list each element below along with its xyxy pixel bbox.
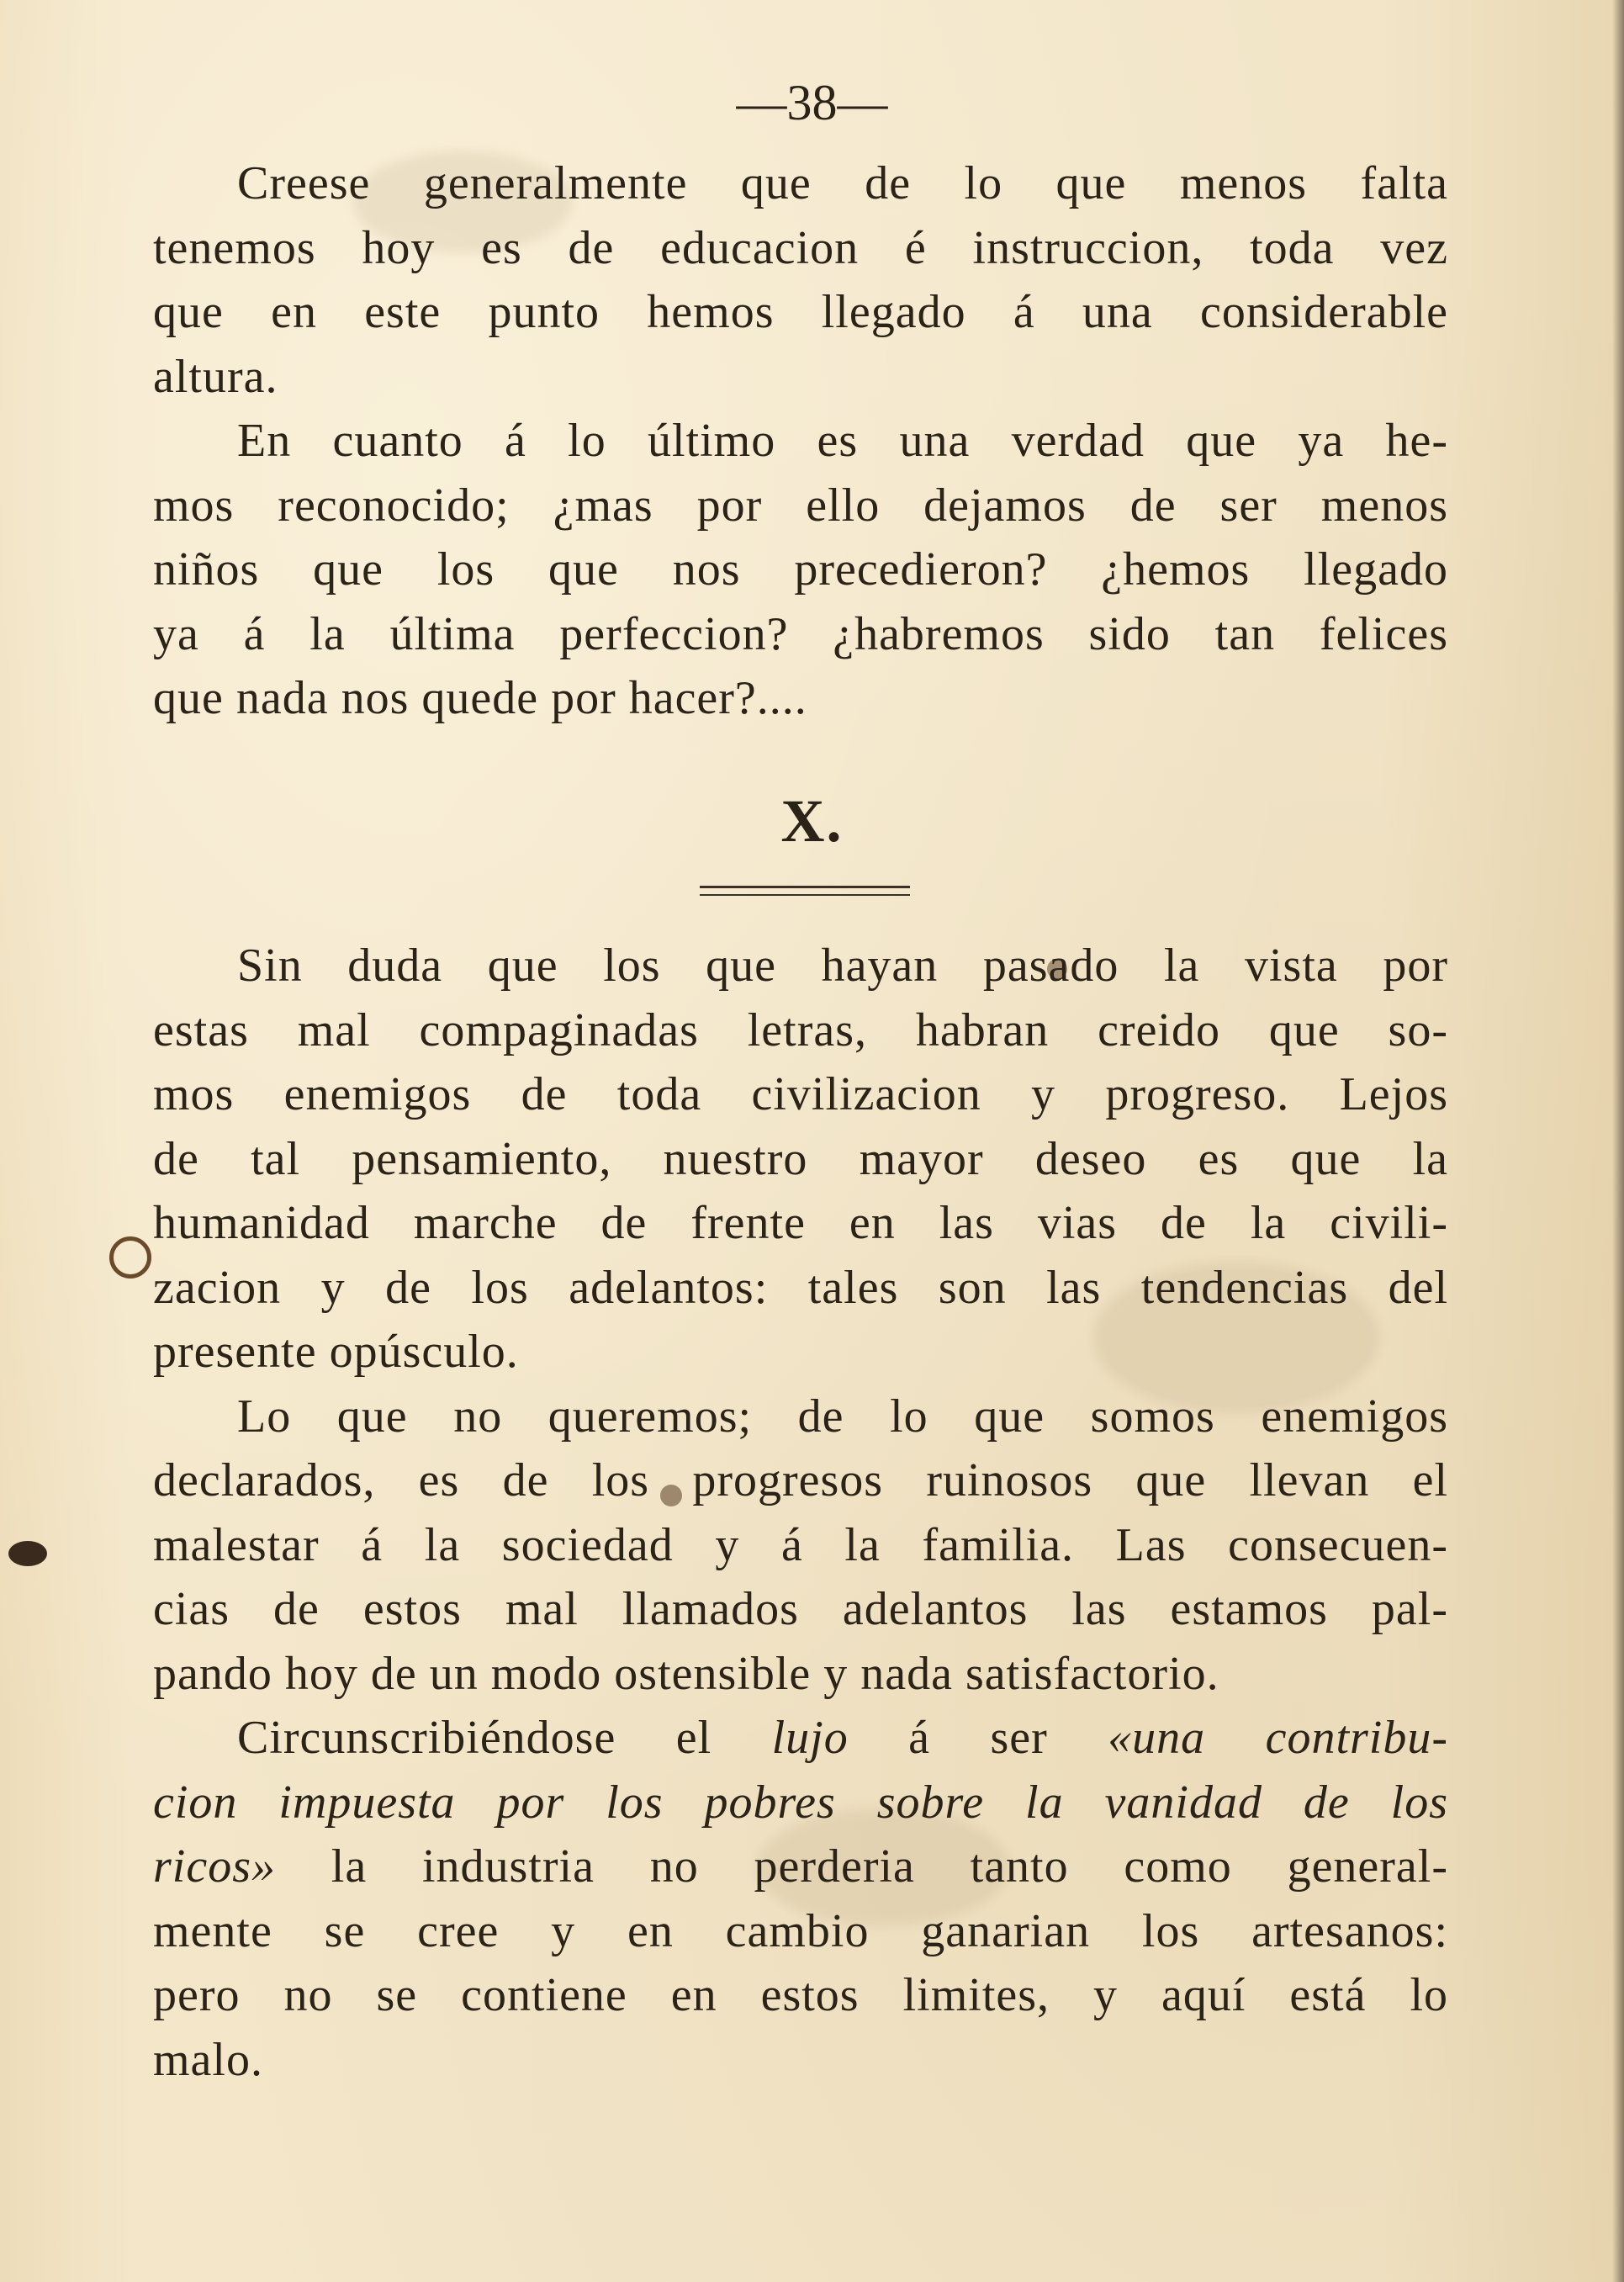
text-line: estas mal compaginadas letras, habran creido que so- (153, 1003, 1448, 1056)
text-line: cias de estos mal llamados adelantos las estamos pal- (153, 1583, 1448, 1635)
text-line (153, 1706, 1448, 1771)
text-line: malestar á la sociedad y á la familia. Las consecuen- (153, 1518, 1448, 1571)
italic-text-run: «una contribu- (1108, 1712, 1449, 1764)
text-line: niños que los que nos precedieron? ¿hemos llegado (153, 543, 1448, 596)
italic-text-run: ricos» (153, 1840, 276, 1893)
text-line: que en este punto hemos llegado á una considerable (153, 286, 1448, 338)
text-line: pando hoy de un modo ostensible y nada satisfactorio. (153, 1647, 1219, 1700)
text-line: mente se cree y en cambio ganarian los artesanos: (153, 1904, 1448, 1957)
ink-blot (8, 1541, 47, 1566)
italic-text-run: cion impuesta por los pobres sobre la vanidad de los (153, 1776, 1448, 1829)
italic-text-run: lujo (771, 1712, 849, 1764)
text-run: Circunscribiéndose el (237, 1712, 772, 1764)
text-line: En cuanto á lo último es una verdad que ya he- (237, 415, 1448, 467)
text-line: de tal pensamiento, nuestro mayor deseo es que la (153, 1132, 1448, 1185)
text-block-top (153, 151, 1448, 731)
page-edge-shadow (1612, 0, 1624, 2282)
text-line: mos reconocido; ¿mas por ello dejamos de ser menos (153, 479, 1448, 532)
text-line: Sin duda que los que hayan pasado la vista por (237, 940, 1448, 992)
section-heading: X. (780, 787, 844, 855)
text-line (153, 1771, 1448, 1835)
text-line: presente opúsculo. (153, 1326, 519, 1378)
text-line: ya á la última perfeccion? ¿habremos sido tan felices (153, 607, 1448, 660)
text-line: pero no se contiene en estos limites, y aquí está lo (153, 1969, 1448, 2021)
text-line: altura. (153, 350, 278, 403)
text-block-bottom (153, 934, 1448, 2092)
text-line: Creese generalmente que de lo que menos falta (237, 157, 1448, 209)
text-line: zacion y de los adelantos: tales son las tendencias del (153, 1261, 1448, 1314)
section-rule (700, 894, 910, 896)
ink-ring-blot (109, 1236, 151, 1279)
text-line: Lo que no queremos; de lo que somos enemigos (237, 1390, 1448, 1443)
text-line: declarados, es de los progresos ruinosos que llevan el (153, 1454, 1448, 1506)
text-line: que nada nos quede por hacer?.... (153, 672, 807, 724)
text-line (153, 1835, 1448, 1899)
text-line: mos enemigos de toda civilizacion y progreso. Lejos (153, 1068, 1448, 1120)
text-line: tenemos hoy es de educacion é instruccion, toda vez (153, 221, 1448, 274)
text-run: á ser (848, 1712, 1108, 1764)
text-run: la industria no perderia tanto como general- (276, 1840, 1448, 1893)
page-number: —38— (736, 75, 888, 130)
section-rule (700, 886, 910, 888)
text-line: humanidad marche de frente en las vias de la civili- (153, 1197, 1448, 1249)
text-line: malo. (153, 2033, 263, 2086)
